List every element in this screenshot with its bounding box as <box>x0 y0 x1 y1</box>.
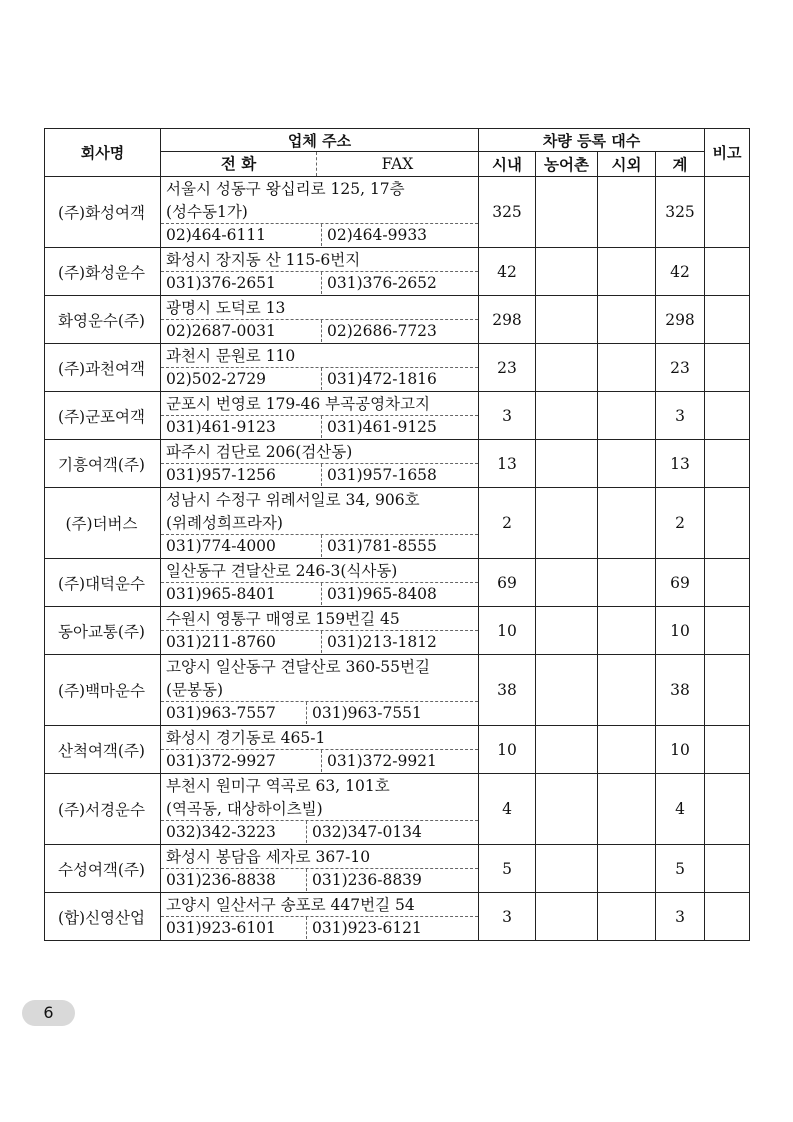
company-name: 화영운수(주) <box>45 296 161 344</box>
city-count: 10 <box>479 726 536 774</box>
farm-count <box>536 726 598 774</box>
address-line: 광명시 도덕로 13 <box>166 299 286 317</box>
table-row <box>45 392 750 440</box>
phone-number: 031)236-8838 <box>161 869 307 891</box>
header-farm: 농어촌 <box>536 152 598 177</box>
company-name: (주)더버스 <box>45 488 161 559</box>
header-address-group: 업체 주소 <box>161 129 479 152</box>
total-count: 69 <box>656 559 705 607</box>
phone-fax-line <box>161 868 478 891</box>
phone-number: 031)372-9927 <box>161 750 322 772</box>
address-line: 성남시 수정구 위례서일로 34, 906호 <box>166 491 420 509</box>
address-line: (성수동1가) <box>166 203 248 221</box>
farm-count <box>536 607 598 655</box>
fax-number: 02)2686-7723 <box>327 322 437 340</box>
table-row <box>45 177 750 248</box>
remarks-cell <box>705 559 750 607</box>
phone-number: 031)963-7557 <box>161 702 307 724</box>
remarks-cell <box>705 296 750 344</box>
contact-cell <box>161 893 479 941</box>
farm-count <box>536 392 598 440</box>
farm-count <box>536 845 598 893</box>
total-count: 3 <box>656 392 705 440</box>
company-name: (주)화성운수 <box>45 248 161 296</box>
address-line: 파주시 검단로 206(검산동) <box>166 443 353 461</box>
phone-fax-line <box>161 319 478 342</box>
address-line: 화성시 장지동 산 115-6번지 <box>166 251 361 269</box>
fax-number: 031)213-1812 <box>327 633 437 651</box>
phone-fax-line <box>161 701 478 724</box>
remarks-cell <box>705 893 750 941</box>
address-line: 군포시 번영로 179-46 부곡공영차고지 <box>166 395 430 413</box>
table-row <box>45 344 750 392</box>
total-count: 3 <box>656 893 705 941</box>
company-name: 기흥여객(주) <box>45 440 161 488</box>
city-count: 13 <box>479 440 536 488</box>
phone-fax-line <box>161 223 478 246</box>
city-count: 298 <box>479 296 536 344</box>
farm-count <box>536 488 598 559</box>
table-row <box>45 559 750 607</box>
address-line: 과천시 문원로 110 <box>166 347 296 365</box>
intercity-count <box>598 845 656 893</box>
company-name: 산척여객(주) <box>45 726 161 774</box>
fax-number: 031)376-2652 <box>327 274 437 292</box>
intercity-count <box>598 607 656 655</box>
intercity-count <box>598 488 656 559</box>
company-name: (주)군포여객 <box>45 392 161 440</box>
address-line: 수원시 영통구 매영로 159번길 45 <box>166 610 400 628</box>
header-fax: FAX <box>381 155 414 173</box>
remarks-cell <box>705 392 750 440</box>
contact-cell <box>161 392 479 440</box>
phone-fax-line <box>161 820 478 843</box>
table-row <box>45 296 750 344</box>
fax-number: 031)372-9921 <box>327 752 437 770</box>
city-count: 23 <box>479 344 536 392</box>
phone-fax-line <box>161 916 478 939</box>
phone-number: 031)923-6101 <box>161 917 307 939</box>
intercity-count <box>598 344 656 392</box>
total-count: 4 <box>656 774 705 845</box>
total-count: 5 <box>656 845 705 893</box>
table-row <box>45 655 750 726</box>
company-table <box>44 128 750 941</box>
company-name: (주)대덕운수 <box>45 559 161 607</box>
remarks-cell <box>705 774 750 845</box>
phone-number: 031)774-4000 <box>161 535 322 557</box>
total-count: 23 <box>656 344 705 392</box>
address-line: (문봉동) <box>166 681 224 699</box>
header-contact <box>161 152 479 177</box>
phone-number: 031)965-8401 <box>161 583 322 605</box>
remarks-cell <box>705 726 750 774</box>
city-count: 5 <box>479 845 536 893</box>
fax-number: 031)472-1816 <box>327 370 437 388</box>
city-count: 42 <box>479 248 536 296</box>
total-count: 38 <box>656 655 705 726</box>
intercity-count <box>598 248 656 296</box>
farm-count <box>536 344 598 392</box>
city-count: 10 <box>479 607 536 655</box>
fax-number: 031)461-9125 <box>327 418 437 436</box>
total-count: 13 <box>656 440 705 488</box>
intercity-count <box>598 774 656 845</box>
phone-number: 02)502-2729 <box>161 368 322 390</box>
city-count: 38 <box>479 655 536 726</box>
company-name: (주)서경운수 <box>45 774 161 845</box>
total-count: 10 <box>656 726 705 774</box>
contact-cell <box>161 344 479 392</box>
company-name: (합)신영산업 <box>45 893 161 941</box>
table-row <box>45 726 750 774</box>
city-count: 325 <box>479 177 536 248</box>
phone-fax-line <box>161 271 478 294</box>
intercity-count <box>598 655 656 726</box>
remarks-cell <box>705 607 750 655</box>
address-line: 고양시 일산서구 송포로 447번길 54 <box>166 896 415 914</box>
address-line: (역곡동, 대상하이츠빌) <box>166 800 323 818</box>
address-line: 화성시 봉담읍 세자로 367-10 <box>166 848 371 866</box>
city-count: 3 <box>479 392 536 440</box>
table-row <box>45 774 750 845</box>
contact-cell <box>161 488 479 559</box>
intercity-count <box>598 559 656 607</box>
phone-number: 031)461-9123 <box>161 416 322 438</box>
address-line: 화성시 경기동로 465-1 <box>166 729 326 747</box>
company-name: 수성여객(주) <box>45 845 161 893</box>
phone-fax-line <box>161 534 478 557</box>
address-line: 일산동구 견달산로 246-3(식사동) <box>166 562 398 580</box>
city-count: 3 <box>479 893 536 941</box>
phone-number: 031)957-1256 <box>161 464 322 486</box>
intercity-count <box>598 296 656 344</box>
farm-count <box>536 893 598 941</box>
phone-fax-line <box>161 367 478 390</box>
contact-cell <box>161 296 479 344</box>
intercity-count <box>598 726 656 774</box>
contact-cell <box>161 655 479 726</box>
phone-fax-line <box>161 582 478 605</box>
address-line: 서울시 성동구 왕십리로 125, 17층 <box>166 180 405 198</box>
fax-number: 031)957-1658 <box>327 466 437 484</box>
header-intercity: 시외 <box>598 152 656 177</box>
fax-number: 031)781-8555 <box>327 537 437 555</box>
total-count: 2 <box>656 488 705 559</box>
phone-number: 031)376-2651 <box>161 272 322 294</box>
farm-count <box>536 296 598 344</box>
company-name: 동아교통(주) <box>45 607 161 655</box>
remarks-cell <box>705 488 750 559</box>
company-name: (주)화성여객 <box>45 177 161 248</box>
address-line: 부천시 원미구 역곡로 63, 101호 <box>166 777 390 795</box>
fax-number: 032)347-0134 <box>312 823 422 841</box>
contact-cell <box>161 248 479 296</box>
remarks-cell <box>705 655 750 726</box>
phone-number: 02)2687-0031 <box>161 320 322 342</box>
header-total: 계 <box>656 152 705 177</box>
table-row <box>45 845 750 893</box>
fax-number: 031)236-8839 <box>312 871 422 889</box>
intercity-count <box>598 177 656 248</box>
company-name: (주)백마운수 <box>45 655 161 726</box>
fax-number: 031)965-8408 <box>327 585 437 603</box>
address-line: 고양시 일산동구 견달산로 360-55번길 <box>166 658 430 676</box>
header-remarks: 비고 <box>705 129 750 177</box>
total-count: 325 <box>656 177 705 248</box>
phone-fax-line <box>161 463 478 486</box>
remarks-cell <box>705 177 750 248</box>
table-row <box>45 248 750 296</box>
contact-cell <box>161 774 479 845</box>
remarks-cell <box>705 248 750 296</box>
table-row <box>45 607 750 655</box>
total-count: 10 <box>656 607 705 655</box>
farm-count <box>536 559 598 607</box>
farm-count <box>536 177 598 248</box>
city-count: 69 <box>479 559 536 607</box>
intercity-count <box>598 440 656 488</box>
contact-cell <box>161 726 479 774</box>
header-city: 시내 <box>479 152 536 177</box>
intercity-count <box>598 893 656 941</box>
contact-cell <box>161 177 479 248</box>
contact-cell <box>161 559 479 607</box>
table-row <box>45 440 750 488</box>
fax-number: 031)923-6121 <box>312 919 422 937</box>
table-row <box>45 893 750 941</box>
fax-number: 031)963-7551 <box>312 704 422 722</box>
page-number: 6 <box>22 1000 75 1026</box>
contact-cell <box>161 845 479 893</box>
remarks-cell <box>705 344 750 392</box>
remarks-cell <box>705 440 750 488</box>
header-vehicles-group: 차량 등록 대수 <box>479 129 705 152</box>
phone-number: 031)211-8760 <box>161 631 322 653</box>
phone-number: 032)342-3223 <box>161 821 307 843</box>
contact-cell <box>161 607 479 655</box>
contact-cell <box>161 440 479 488</box>
phone-fax-line <box>161 749 478 772</box>
header-company: 회사명 <box>45 129 161 177</box>
farm-count <box>536 440 598 488</box>
city-count: 4 <box>479 774 536 845</box>
phone-fax-line <box>161 630 478 653</box>
address-line: (위례성희프라자) <box>166 514 283 532</box>
phone-number: 02)464-6111 <box>161 224 322 246</box>
company-name: (주)과천여객 <box>45 344 161 392</box>
total-count: 298 <box>656 296 705 344</box>
phone-fax-line <box>161 415 478 438</box>
city-count: 2 <box>479 488 536 559</box>
header-phone: 전 화 <box>161 152 317 176</box>
table-row <box>45 488 750 559</box>
fax-number: 02)464-9933 <box>327 226 428 244</box>
farm-count <box>536 774 598 845</box>
farm-count <box>536 248 598 296</box>
farm-count <box>536 655 598 726</box>
intercity-count <box>598 392 656 440</box>
remarks-cell <box>705 845 750 893</box>
total-count: 42 <box>656 248 705 296</box>
